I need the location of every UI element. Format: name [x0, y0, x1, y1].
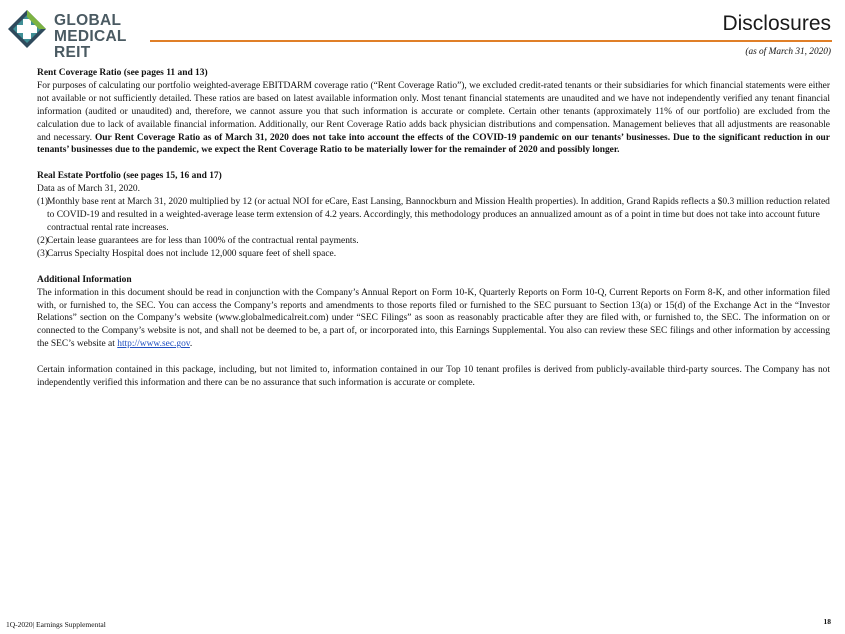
logo-wordmark — [54, 13, 156, 61]
disclosures-body — [37, 67, 830, 390]
company-logo — [6, 8, 156, 61]
real-estate-data-as-of: Data as of March 31, 2020. — [37, 184, 140, 195]
real-estate-notes — [37, 196, 830, 261]
page-title: Disclosures — [722, 12, 831, 35]
logo-line-2: MEDICAL REIT — [54, 28, 127, 61]
note-item — [37, 196, 830, 235]
logo-mark-icon — [6, 8, 48, 50]
page-number: 18 — [823, 617, 831, 626]
note-item — [37, 235, 830, 248]
rent-coverage-heading: Rent Coverage Ratio (see pages 11 and 13) — [37, 68, 208, 78]
note-text: Carrus Specialty Hospital does not include 12,000 square feet of shell space. — [47, 248, 337, 259]
footer-label: 1Q-2020| Earnings Supplemental — [6, 620, 106, 629]
sec-website-link[interactable]: http://www.sec.gov — [117, 339, 190, 350]
note-number: (2) — [37, 235, 49, 246]
rent-coverage-paragraph — [37, 80, 830, 157]
as-of-date: (as of March 31, 2020) — [745, 47, 831, 57]
additional-info-text: The information in this document should be read in conjunction with the Company’s Annual Report on Form 10-K, Quarterly Reports on Form 10-Q, Current Reports on Form 8-K, and other information filed with, or furnished to, the SEC. You can access the Company’s reports and amendments to those reports filed or furnished to the SEC pursuant to Section 13(a) or 15(d) of the Exchange Act in the “Investor Relations” section on the Company’s website (www.globalmedicalreit.com) under “SEC Filings” as soon as reasonably practicable after they are filed with, or furnished to, the SEC. The information on or connected to the Company’s website is not, and shall not be deemed to be, a part of, or incorporated into, this Earnings Supplemental. You also can review these SEC filings and other information by accessing the SEC’s website at — [37, 287, 830, 350]
note-item — [37, 248, 830, 261]
additional-info-tail: . — [189, 339, 193, 350]
third-party-paragraph: Certain information contained in this package, including, but not limited to, information contained in our Top 10 tenant profiles is derived from publicly-available third-party sources. The Company has not independently verified this information and there can be no assurance that such information is accurate or complete. — [37, 365, 830, 389]
rent-coverage-text: For purposes of calculating our portfolio weighted-average EBITDARM coverage ratio (“Rent Coverage Ratio”), we excluded credit-rated tenants or their subsidiaries for which financial statements were either not available or not sufficiently detailed. These ratios are based on latest available information only. Most tenant financial statements are unaudited and we have not independently verified any tenant financial information (audited or unaudited) and, therefore, we cannot assure you that such information is accurate or complete. Certain other tenants (approximately 11% of our portfolio) are excluded from the calculation due to lack of available financial information. Additionally, our Rent Coverage Ratio adds back physician distributions and compensation. Management believes that all adjustments are reasonable and necessary. — [37, 80, 830, 143]
logo-line-1: GLOBAL — [54, 12, 122, 29]
note-text: Certain lease guarantees are for less than 100% of the contractual rental payments. — [47, 235, 359, 246]
note-number: (3) — [37, 248, 49, 259]
additional-info-paragraph — [37, 287, 830, 352]
note-number: (1) — [37, 197, 49, 208]
note-text: Monthly base rent at March 31, 2020 multiplied by 12 (or actual NOI for eCare, East Lansing, Bannockburn and Mission Health properties). In addition, Grand Rapids reflects a $0.3 million reduction related to COVID-19 and resulted in a weighted-average lease term extension of 4.2 years. Accordingly, this methodology produces an annualized amount as of a point in time but does not take into account future contractual rental rate increases. — [47, 197, 830, 233]
real-estate-heading: Real Estate Portfolio (see pages 15, 16 and 17) — [37, 171, 222, 182]
header-rule — [150, 40, 832, 42]
additional-info-heading: Additional Information — [37, 274, 132, 285]
rent-coverage-bold-text: Our Rent Coverage Ratio as of March 31, 2020 does not take into account the effects of the COVID-19 pandemic on our tenants’ businesses. Due to the significant reduction in our tenants’ businesses due to the pandemic, we expect the Rent Coverage Ratio to be materially lower for the remainder of 2020 and possibly longer. — [37, 132, 830, 156]
